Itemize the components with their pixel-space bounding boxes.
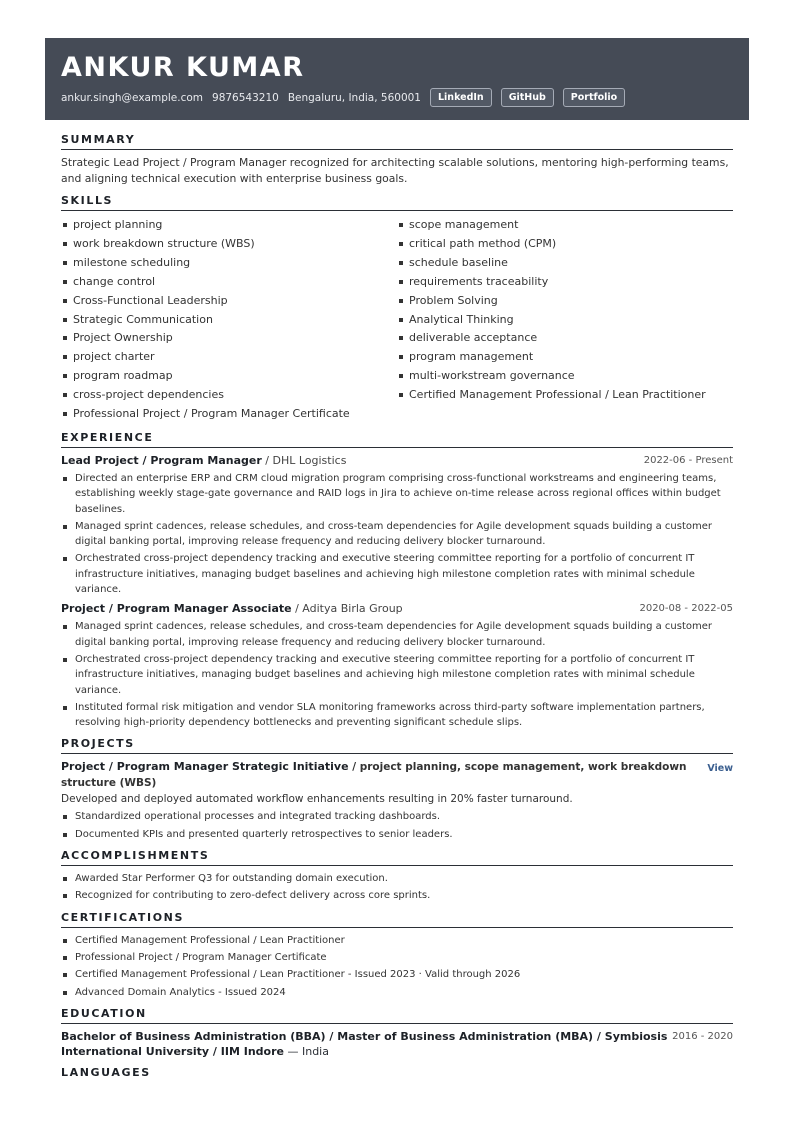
- job-entry: [61, 601, 733, 730]
- skill-item: requirements traceability: [397, 273, 733, 292]
- project-bullet: Standardized operational processes and integrated tracking dashboards.: [61, 809, 733, 824]
- certifications-heading: CERTIFICATIONS: [61, 911, 733, 928]
- skill-item: schedule baseline: [397, 254, 733, 273]
- accomplishment-item: Awarded Star Performer Q3 for outstanding domain execution.: [61, 871, 733, 886]
- skill-item: multi-workstream governance: [397, 367, 733, 386]
- projects-heading: PROJECTS: [61, 737, 733, 754]
- project-tech: / project planning, scope management, work breakdown structure (WBS): [61, 761, 687, 790]
- project-view-link[interactable]: View: [707, 763, 733, 775]
- education-school: / Symbiosis International University / IIM Indore: [61, 1029, 668, 1058]
- skill-item: Strategic Communication: [61, 311, 397, 330]
- certifications-list: [61, 933, 733, 1000]
- job-entry: [61, 453, 733, 597]
- skill-item: milestone scheduling: [61, 254, 397, 273]
- skill-item: critical path method (CPM): [397, 235, 733, 254]
- project-bullets: [61, 809, 733, 842]
- education-dates: 2016 - 2020: [672, 1030, 733, 1042]
- skills-grid: [61, 216, 733, 424]
- job-role: Lead Project / Program Manager: [61, 453, 262, 467]
- project-name: Project / Program Manager Strategic Initiative: [61, 760, 349, 774]
- certification-item: Certified Management Professional / Lean Practitioner: [61, 933, 733, 948]
- skill-item: change control: [61, 273, 397, 292]
- certification-item: Professional Project / Program Manager Certificate: [61, 950, 733, 965]
- job-bullets: [61, 471, 733, 597]
- certification-item: Certified Management Professional / Lean Practitioner - Issued 2023 · Valid through 2026: [61, 967, 733, 982]
- email-text[interactable]: ankur.singh@example.com: [61, 91, 204, 104]
- accomplishments-heading: ACCOMPLISHMENTS: [61, 849, 733, 866]
- skill-item: deliverable acceptance: [397, 329, 733, 348]
- skill-item: program management: [397, 348, 733, 367]
- project-bullet: Documented KPIs and presented quarterly retrospectives to senior leaders.: [61, 827, 733, 842]
- job-role: Project / Program Manager Associate: [61, 602, 292, 616]
- skill-item: Certified Management Professional / Lean Practitioner: [397, 386, 733, 405]
- skill-item: Cross-Functional Leadership: [61, 292, 397, 311]
- skill-item: Project Ownership: [61, 329, 397, 348]
- education-degree: Bachelor of Business Administration (BBA) / Master of Business Administration (MBA): [61, 1029, 594, 1043]
- project-header: [61, 759, 733, 791]
- portfolio-link[interactable]: Portfolio: [563, 88, 625, 107]
- education-entry: [61, 1029, 733, 1059]
- skill-item: Analytical Thinking: [397, 311, 733, 330]
- github-link[interactable]: GitHub: [501, 88, 554, 107]
- location-text: Bengaluru, India, 560001: [287, 91, 421, 104]
- phone-text: 9876543210: [212, 91, 279, 104]
- resume-header: [45, 38, 749, 120]
- skills-heading: SKILLS: [61, 194, 733, 211]
- job-header: [61, 453, 733, 469]
- education-location: — India: [283, 1044, 329, 1058]
- candidate-name: ANKUR KUMAR: [61, 52, 305, 83]
- education-heading: EDUCATION: [61, 1007, 733, 1024]
- skill-item: Problem Solving: [397, 292, 733, 311]
- linkedin-link[interactable]: LinkedIn: [430, 88, 492, 107]
- certification-item: Advanced Domain Analytics - Issued 2024: [61, 985, 733, 1000]
- job-header: [61, 601, 733, 617]
- job-bullets: [61, 619, 733, 730]
- accomplishments-list: [61, 871, 733, 904]
- skill-item: project planning: [61, 216, 397, 235]
- skill-item: program roadmap: [61, 367, 397, 386]
- job-bullet: Managed sprint cadences, release schedules, and cross-team dependencies for Agile development squads building a customer digital banking portal, improving release frequency and reducing delivery blocker turnaround.: [61, 619, 733, 650]
- skills-right-column: [397, 216, 733, 424]
- experience-heading: EXPERIENCE: [61, 431, 733, 448]
- job-dates: 2020-08 - 2022-05: [639, 603, 733, 615]
- job-bullet: Directed an enterprise ERP and CRM cloud migration program comprising cross-functional workstreams and engineering teams, establishing weekly stage-gate governance and RAID logs in Jira to achieve on-time release across regional offices within budget baselines.: [61, 471, 733, 517]
- skill-item: cross-project dependencies: [61, 386, 397, 405]
- skill-item: project charter: [61, 348, 397, 367]
- job-bullet: Managed sprint cadences, release schedules, and cross-team dependencies for Agile development squads building a customer digital banking portal, improving release frequency and reducing delivery blocker turnaround.: [61, 519, 733, 550]
- job-bullet: Instituted formal risk mitigation and vendor SLA monitoring frameworks across third-party software implementation partners, resolving high-priority dependency bottlenecks and preventing significant schedule slips.: [61, 700, 733, 731]
- resume-body: [61, 128, 733, 1087]
- skill-item: Professional Project / Program Manager Certificate: [61, 405, 397, 424]
- job-dates: 2022-06 - Present: [643, 454, 733, 466]
- job-company: / Aditya Birla Group: [291, 602, 403, 616]
- summary-heading: SUMMARY: [61, 133, 733, 150]
- languages-heading: LANGUAGES: [61, 1065, 151, 1079]
- skill-item: scope management: [397, 216, 733, 235]
- project-description: Developed and deployed automated workflow enhancements resulting in 20% faster turnaround.: [61, 793, 573, 806]
- job-bullet: Orchestrated cross-project dependency tracking and executive steering committee reporting for a portfolio of concurrent IT infrastructure initiatives, managing budget baselines and achieving high milestone completion rates with minimal schedule variance.: [61, 652, 733, 698]
- job-bullet: Orchestrated cross-project dependency tracking and executive steering committee reporting for a portfolio of concurrent IT infrastructure initiatives, managing budget baselines and achieving high milestone completion rates with minimal schedule variance.: [61, 551, 733, 597]
- accomplishment-item: Recognized for contributing to zero-defect delivery across core sprints.: [61, 888, 733, 903]
- skills-left-column: [61, 216, 397, 424]
- job-company: / DHL Logistics: [261, 453, 347, 467]
- contact-row: [61, 88, 733, 107]
- skill-item: work breakdown structure (WBS): [61, 235, 397, 254]
- summary-text: Strategic Lead Project / Program Manager recognized for architecting scalable solutions, mentoring high-performing teams, and aligning technical execution with enterprise business goals.: [61, 156, 729, 185]
